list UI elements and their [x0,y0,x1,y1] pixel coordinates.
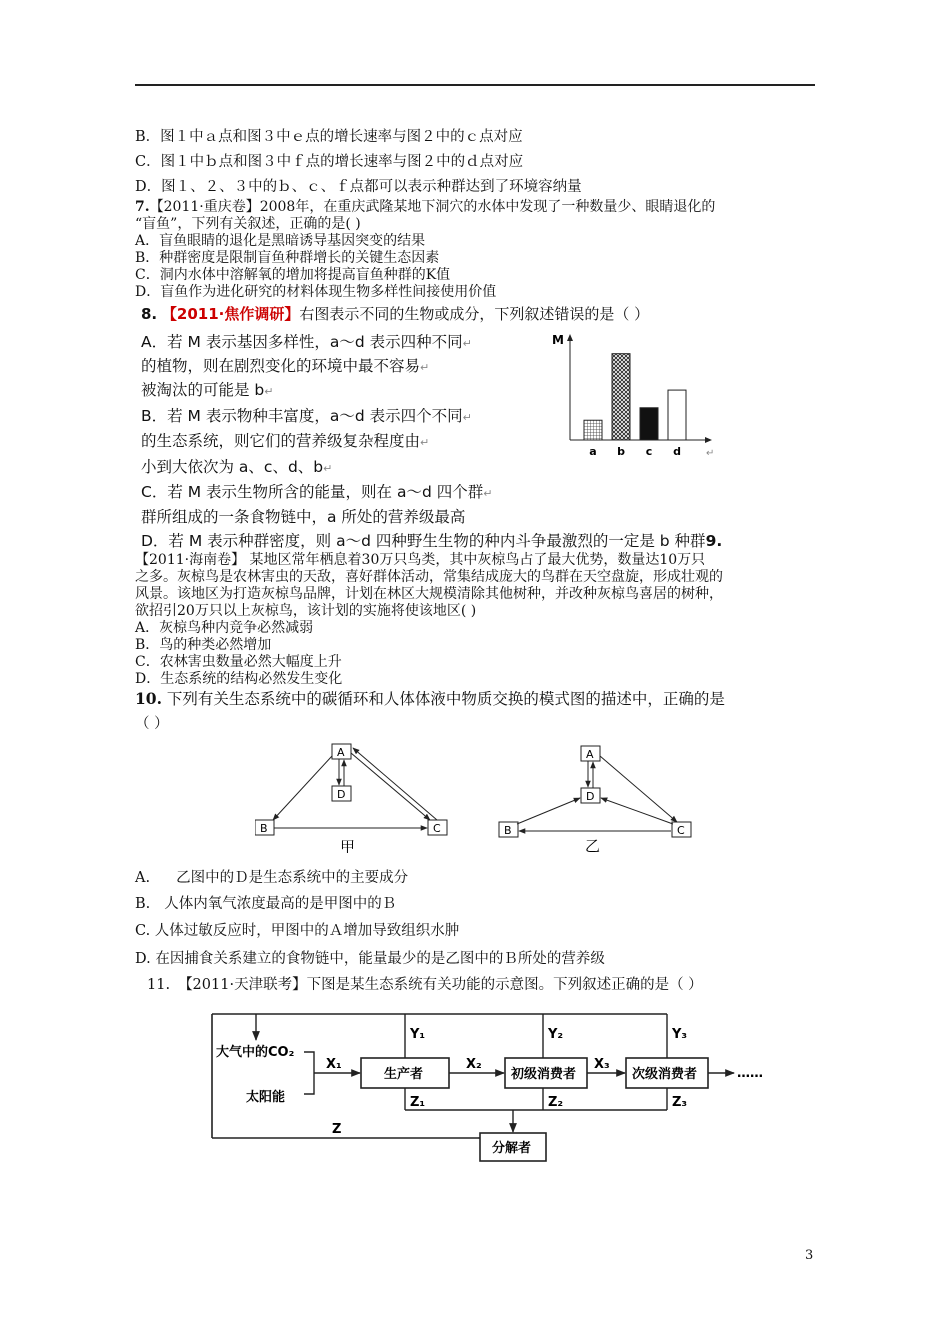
node-c-label: C [677,824,685,837]
producer-label: 生产者 [384,1067,424,1082]
q8-d-line1 [141,530,722,552]
q8-c-line2: 群所组成的一条食物链中，a 所处的营养级最高 [141,508,466,526]
sun-label: 太阳能 [246,1090,286,1105]
arrow-a-b [273,756,332,820]
return-mark: ↵ [264,385,274,398]
node-b-label: B [260,822,268,835]
bar-c [640,408,658,440]
q10-paren: （ ） [135,716,169,732]
category-label-d: d [673,445,681,458]
q9-stem-line1 [135,552,705,569]
q8-b-line1 [141,405,472,429]
q9-option-b: B．鸟的种类必然增加 [135,637,272,653]
q10-option-c: C. 人体过敏反应时，甲图中的Ａ增加导致组织水肿 [135,923,460,939]
q11-number: 11. [147,977,171,993]
header-rule [135,84,815,86]
q8-b3-text: 小到大依次为 a、c、d、b [141,458,324,476]
q8-b1-text: B．若 M 表示物种丰富度，a～d 表示四个不同 [141,407,463,425]
return-mark: ↵ [323,462,333,475]
q10-number: 10. [135,689,162,708]
node-b-label: B [504,824,512,837]
z2-label: Z₂ [548,1095,564,1110]
q8-c-line1 [141,481,492,505]
q7-stem-line2: “盲鱼”，下列有关叙述，正确的是( ) [135,216,361,232]
primary-consumer-label: 初级消费者 [511,1067,577,1082]
z3-label: Z₃ [672,1095,688,1110]
node-a-label: A [586,748,594,761]
bar-d [668,390,686,440]
return-mark: ↵ [483,487,493,500]
co2-label: 大气中的CO₂ [216,1045,295,1060]
arrow-b-d [517,798,580,824]
q7-option-a: A．盲鱼眼睛的退化是黑暗诱导基因突变的结果 [135,233,426,249]
page-number: 3 [805,1248,814,1263]
q9-option-a: A．灰椋鸟种内竞争必然减弱 [135,620,314,636]
q10-stem-text: 下列有关生态系统中的碳循环和人体体液中物质交换的模式图的描述中，正确的是 [161,690,725,708]
category-label-a: a [589,445,597,458]
q7-number: 7. [135,199,150,215]
node-d-label: D [586,790,595,803]
q9-option-c: C．农林害虫数量必然大幅度上升 [135,654,342,670]
x3-label: X₃ [594,1057,610,1072]
q6-option-b: B．图１中ａ点和图３中ｅ点的增长速率与图２中的ｃ点对应 [135,129,523,145]
q9-stem-line4: 欲招引20万只以上灰椋鸟，该计划的实施将使该地区( ) [135,603,477,619]
chart-y-arrow [567,334,573,341]
q11-stem [147,976,703,994]
y2-label: Y₂ [548,1027,564,1042]
q8-d1-text: D．若 M 表示种群密度，则 a～d 四种野生生物的种内斗争最激烈的一定是 b 种群 [141,532,706,550]
q9-stem-line3: 风景。该地区为打造灰椋鸟品牌，计划在林区大规模清除其他树种，并改种灰椋鸟喜居的树种， [135,586,723,602]
decomposer-label: 分解者 [492,1141,532,1156]
q9-option-d: D．生态系统的结构必然发生变化 [135,671,343,687]
q9-stem-text1: 某地区常年栖息着30万只鸟类，其中灰椋鸟占了最大优势，数量达10万只 [245,552,706,568]
q7-option-d: D．盲鱼作为进化研究的材料体现生物多样性间接使用价值 [135,284,497,300]
input-bracket [304,1052,314,1094]
energy-flow-diagram [208,1006,778,1166]
q8-a2-text: 的植物，则在剧烈变化的环境中最不容易 [141,357,421,375]
q10-option-b [135,895,396,913]
chart-x-arrow [705,437,712,443]
ellipsis: …… [737,1066,763,1081]
return-mark: ↵ [420,361,430,374]
q9-stem-line2: 之多。灰椋鸟是农林害虫的天敌，喜好群体活动，常集结成庞大的鸟群在天空盘旋，形成壮观的 [135,569,723,585]
diagram-caption: 乙 [585,837,601,855]
q8-a1-text: A．若 M 表示基因多样性，a～d 表示四种不同 [141,333,463,351]
q7-stem-line1 [135,199,715,216]
q10-stem [135,690,725,708]
z-label: Z [332,1122,342,1137]
chart-bars [584,354,686,440]
q10-option-a-label: A. [135,870,151,886]
chart-category-labels [589,445,681,458]
q6-option-c: C．图１中ｂ点和图３中ｆ点的增长速率与图２中的ｄ点对应 [135,154,524,170]
q11-stem-text: 【2011·天津联考】下图是某生态系统有关功能的示意图。下列叙述正确的是（ ） [178,977,703,993]
diagram-jia [255,738,470,853]
return-mark: ↵ [420,436,430,449]
return-mark: ↵ [462,411,472,424]
q8-a-line3 [141,379,274,403]
q8-b2-text: 的生态系统，则它们的营养级复杂程度由 [141,432,421,450]
diagram-yi [497,740,702,855]
category-label-c: c [645,445,653,458]
q8-number: 8. [141,305,158,323]
node-a-label: A [337,746,345,759]
return-mark: ↵ [706,448,715,459]
chart-y-label: M [552,333,564,347]
q8-bar-chart [548,330,718,462]
q6-option-d: D．图１、２、３中的ｂ、ｃ、ｆ点都可以表示种群达到了环境容纳量 [135,179,582,195]
q8-source-tag: 【2011·焦作调研】 [161,305,300,323]
return-mark: ↵ [462,337,472,350]
arrow-a-c [351,753,430,820]
q8-b-line2 [141,430,429,454]
q10-option-a [135,869,408,887]
x2-label: X₂ [466,1057,482,1072]
arrow-c-a [353,748,437,820]
q8-a-line2 [141,355,429,379]
q8-a3-text: 被淘汰的可能是 b [141,381,265,399]
secondary-consumer-label: 次级消费者 [632,1067,698,1082]
node-d-label: D [337,788,346,801]
category-label-b: b [617,445,625,458]
q8-a-line1 [141,331,472,355]
q7-stem: 【2011·重庆卷】2008年，在重庆武隆某地下洞穴的水体中发现了一种数量少、眼睛退化的 [149,199,716,215]
q8-stem [141,303,649,325]
q8-stem-text: 右图表示不同的生物或成分，下列叙述错误的是（ ） [299,305,650,323]
q9-number: 9. [705,532,723,550]
arrow-c-d [601,798,673,824]
q7-option-c: C．洞内水体中溶解氧的增加将提高盲鱼种群的K值 [135,267,451,283]
y3-label: Y₃ [672,1027,688,1042]
arrow-a-c [600,756,677,822]
q9-source-tag: 【2011·海南卷】 [135,552,246,568]
q8-b-line3 [141,456,332,480]
node-c-label: C [433,822,441,835]
q10-option-a-text: 乙图中的Ｄ是生态系统中的主要成分 [176,870,409,886]
x1-label: X₁ [326,1057,342,1072]
z1-label: Z₁ [410,1095,426,1110]
bar-a [584,420,602,440]
y1-label: Y₁ [410,1027,426,1042]
q10-option-d: D. 在因捕食关系建立的食物链中，能量最少的是乙图中的Ｂ所处的营养级 [135,951,605,967]
q7-option-b: B．种群密度是限制盲鱼种群增长的关键生态因素 [135,250,440,266]
q10-option-b-label: B. [135,896,151,912]
q8-c1-text: C．若 M 表示生物所含的能量，则在 a～d 四个群 [141,483,484,501]
q10-option-b-text: 人体内氧气浓度最高的是甲图中的Ｂ [164,896,397,912]
diagram-caption: 甲 [340,838,356,853]
bar-b [612,354,630,440]
